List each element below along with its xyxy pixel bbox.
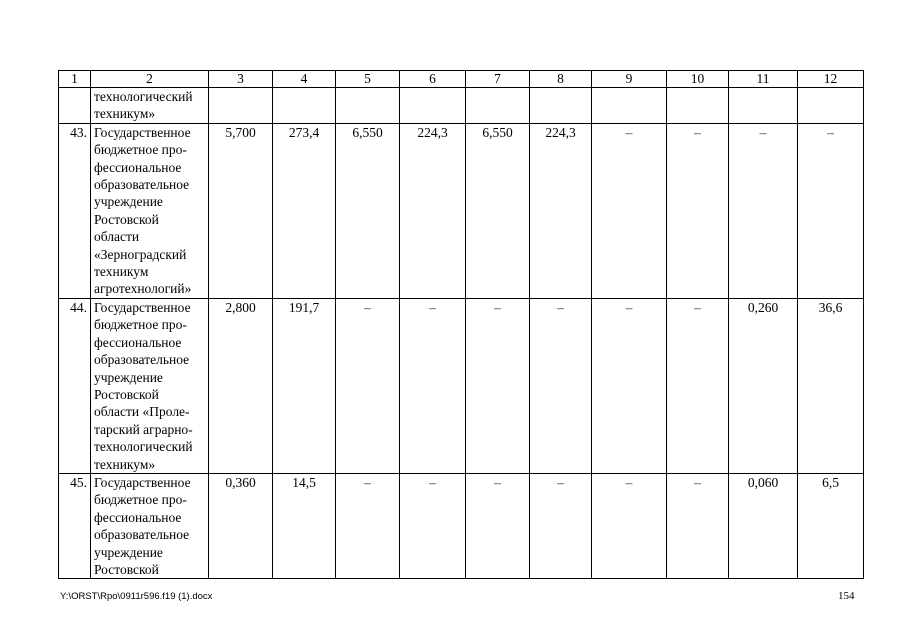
column-header-12: 12 (798, 71, 864, 88)
value-cell: – (530, 473, 592, 578)
institution-name: технологический техникум» (91, 88, 209, 124)
value-cell: 6,550 (336, 123, 400, 298)
column-header-8: 8 (530, 71, 592, 88)
value-cell: – (798, 123, 864, 298)
page-number: 154 (838, 590, 855, 602)
value-cell: – (400, 473, 466, 578)
value-cell (400, 88, 466, 124)
value-cell: 2,800 (209, 298, 273, 473)
value-cell: 273,4 (273, 123, 336, 298)
column-header-7: 7 (466, 71, 530, 88)
value-cell: 6,5 (798, 473, 864, 578)
value-cell (209, 88, 273, 124)
column-header-4: 4 (273, 71, 336, 88)
column-header-6: 6 (400, 71, 466, 88)
row-number: 44. (59, 298, 91, 473)
table-header-row (59, 71, 864, 88)
value-cell: – (592, 298, 667, 473)
institution-name: Государственное бюджетное про- фессиональное образовательное учреждение Ростовской области «Проле- тарский аграрно- технологический техникум» (91, 298, 209, 473)
value-cell: 224,3 (400, 123, 466, 298)
value-cell: 191,7 (273, 298, 336, 473)
value-cell: – (592, 473, 667, 578)
value-cell: 224,3 (530, 123, 592, 298)
value-cell: – (466, 298, 530, 473)
value-cell: 0,260 (729, 298, 798, 473)
column-header-11: 11 (729, 71, 798, 88)
row-number: 43. (59, 123, 91, 298)
value-cell: – (729, 123, 798, 298)
footer-file-path: Y:\ORST\Rpo\0911r596.f19 (1).docx (60, 591, 213, 602)
value-cell: 0,060 (729, 473, 798, 578)
value-cell (798, 88, 864, 124)
column-header-10: 10 (667, 71, 729, 88)
column-header-2: 2 (91, 71, 209, 88)
value-cell: – (400, 298, 466, 473)
row-number (59, 88, 91, 124)
table-row (59, 88, 864, 124)
institution-name: Государственное бюджетное про- фессиональное образовательное учреждение Ростовской (91, 473, 209, 578)
value-cell (273, 88, 336, 124)
value-cell: – (466, 473, 530, 578)
value-cell: 6,550 (466, 123, 530, 298)
value-cell (729, 88, 798, 124)
column-header-5: 5 (336, 71, 400, 88)
value-cell (466, 88, 530, 124)
value-cell: – (336, 298, 400, 473)
value-cell: – (667, 473, 729, 578)
data-table (58, 70, 864, 579)
value-cell: – (667, 123, 729, 298)
institution-name: Государственное бюджетное про- фессиональное образовательное учреждение Ростовской области «Зерноградский техникум агротехнологий» (91, 123, 209, 298)
value-cell: 0,360 (209, 473, 273, 578)
value-cell: 36,6 (798, 298, 864, 473)
table-row (59, 298, 864, 473)
column-header-1: 1 (59, 71, 91, 88)
value-cell: – (592, 123, 667, 298)
value-cell: – (667, 298, 729, 473)
value-cell: 14,5 (273, 473, 336, 578)
value-cell: – (336, 473, 400, 578)
value-cell: – (530, 298, 592, 473)
value-cell: 5,700 (209, 123, 273, 298)
table-row (59, 473, 864, 578)
value-cell (530, 88, 592, 124)
value-cell (667, 88, 729, 124)
row-number: 45. (59, 473, 91, 578)
value-cell (336, 88, 400, 124)
value-cell (592, 88, 667, 124)
table-row (59, 123, 864, 298)
column-header-9: 9 (592, 71, 667, 88)
table-body (59, 71, 864, 579)
column-header-3: 3 (209, 71, 273, 88)
